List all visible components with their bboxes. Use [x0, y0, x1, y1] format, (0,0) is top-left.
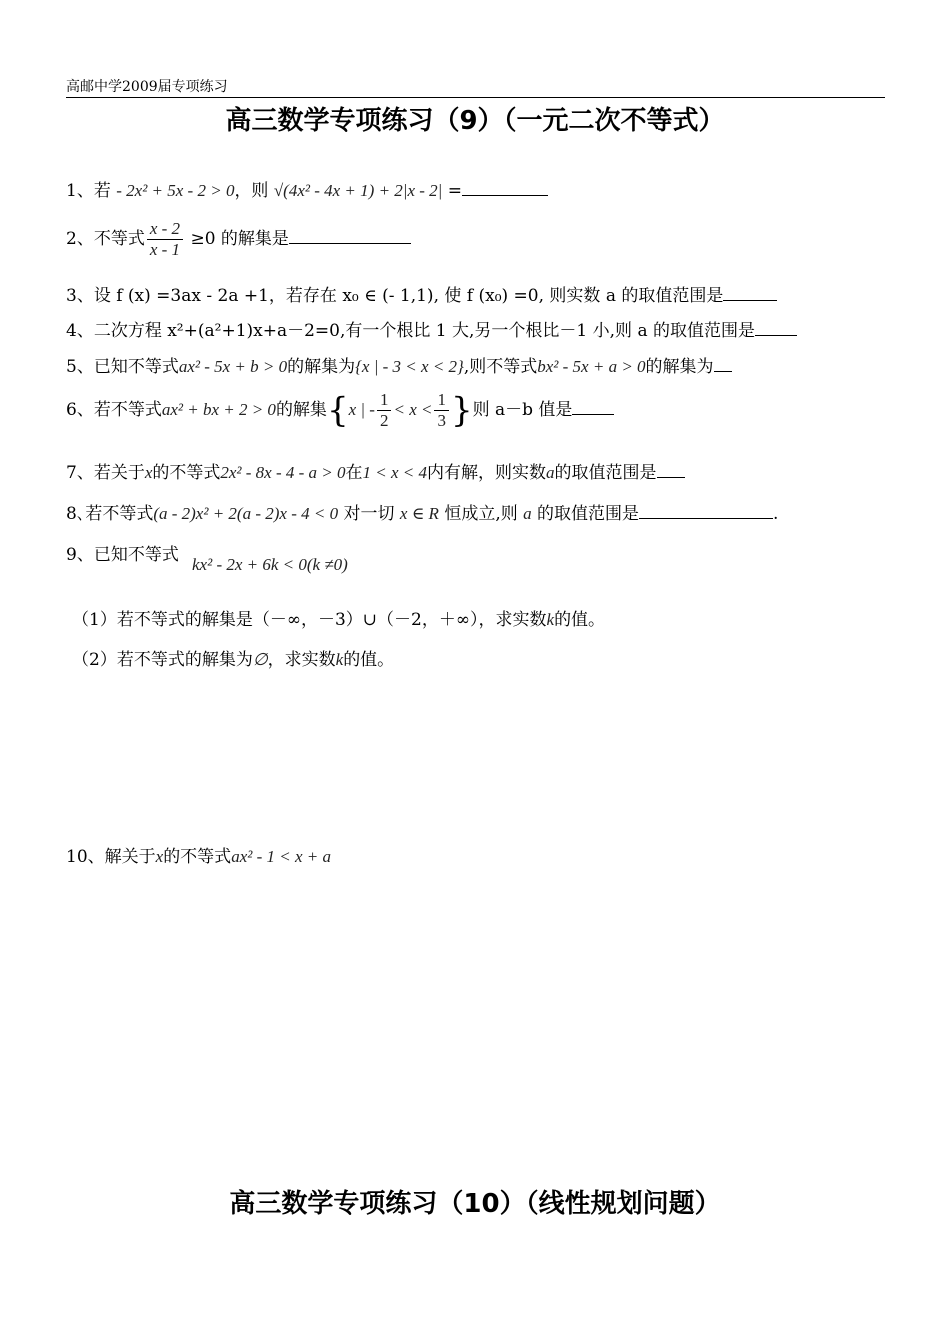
- q8-post: 的取值范围是: [531, 504, 640, 524]
- q1-mid: ，则: [234, 181, 274, 201]
- q9-sub1-text: （1）若不等式的解集是（－∞，－3）∪（－2，＋∞），求实数: [72, 610, 547, 630]
- q6-less-than: < x <: [393, 400, 433, 419]
- q5-solution-set: {x | - 3 < x < 2}: [355, 357, 464, 376]
- q9-sub2-text: （2）若不等式的解集为: [72, 650, 253, 670]
- question-9: [66, 540, 179, 565]
- q9-inequality: kx² - 2x + 6k < 0(k ≠0): [192, 555, 348, 574]
- question-5: [66, 352, 732, 377]
- q10-inequality: ax² - 1 < x + a: [231, 847, 331, 866]
- question-1: [66, 176, 548, 201]
- q2-post: ≥0 的解集是: [185, 229, 289, 249]
- question-2: [66, 219, 411, 260]
- q6-fraction-2: [434, 390, 449, 431]
- q9-sub2-var: k: [335, 650, 344, 669]
- q1-prefix: 1、若: [66, 181, 117, 201]
- q7-inequality: 2x² - 8x - 4 - a > 0: [220, 463, 346, 482]
- q3-text: 3、设 f (x) =3ax - 2a +1，若存在 x₀ ∈ (- 1,1), 使 f (x₀) =0, 则实数 a 的取值范围是: [66, 286, 724, 306]
- q8-end: .: [773, 504, 779, 524]
- q6-inequality: ax² + bx + 2 > 0: [161, 400, 276, 419]
- q8-mid2: 恒成立,则: [438, 504, 524, 524]
- q8-condition: x ∈ R: [399, 504, 439, 523]
- q10-mid: 的不等式: [163, 847, 232, 867]
- q7-mid: 的不等式: [152, 463, 221, 483]
- q9-prefix: 9、已知不等式: [66, 545, 179, 565]
- q7-prefix: 7、若关于: [66, 463, 145, 483]
- question-7: [66, 458, 685, 483]
- q5-mid2: ,则不等式: [463, 357, 538, 377]
- q5-prefix: 5、已知不等式: [66, 357, 179, 377]
- q1-condition: - 2x² + 5x - 2 > 0: [116, 181, 235, 200]
- q7-mid2: 在: [345, 463, 363, 483]
- answer-blank[interactable]: [714, 355, 732, 372]
- q6-f1-num: 1: [377, 390, 392, 411]
- q7-var: x: [144, 463, 153, 482]
- q9-sub2-mid: ，求实数: [267, 650, 336, 670]
- q1-equals: =: [442, 181, 462, 201]
- question-8: [66, 499, 778, 524]
- q8-var: a: [523, 504, 532, 523]
- question-9-part-1: [72, 605, 605, 630]
- q9-sub1-post: 的值。: [554, 610, 606, 630]
- header-rule: [66, 97, 885, 98]
- q7-post: 内有解，则实数: [427, 463, 547, 483]
- question-6: [66, 390, 614, 431]
- answer-blank[interactable]: [289, 227, 411, 244]
- q7-range: 1 < x < 4: [362, 463, 428, 482]
- q5-post: 的解集为: [645, 357, 714, 377]
- q6-post: 则 a－b 值是: [472, 400, 573, 420]
- q6-f1-den: 2: [379, 411, 389, 430]
- question-3: [66, 281, 777, 306]
- left-brace-icon: {: [326, 390, 349, 431]
- q6-fraction-1: [377, 390, 392, 431]
- answer-blank[interactable]: [657, 461, 685, 478]
- q6-f2-num: 1: [434, 390, 449, 411]
- answer-blank[interactable]: [755, 319, 797, 336]
- q5-mid: 的解集为: [287, 357, 356, 377]
- q5-inequality-2: bx² - 5x + a > 0: [537, 357, 646, 376]
- q1-expression: √(4x² - 4x + 1) + 2|x - 2|: [273, 181, 443, 200]
- q8-inequality: (a - 2)x² + 2(a - 2)x - 4 < 0: [153, 504, 339, 523]
- question-10: [66, 842, 331, 867]
- page-header: 高邮中学2009届专项练习: [66, 79, 228, 95]
- q7-var2: a: [546, 463, 555, 482]
- question-4: [66, 316, 797, 341]
- exercise-title-10: 高三数学专项练习（10）（线性规划问题）: [229, 1189, 721, 1219]
- q2-fraction: [147, 219, 183, 260]
- q5-inequality-1: ax² - 5x + b > 0: [178, 357, 288, 376]
- empty-set-icon: ∅: [252, 650, 268, 669]
- q6-mid: 的解集: [275, 400, 327, 420]
- q9-sub1-var: k: [546, 610, 555, 629]
- q2-denominator: x - 1: [149, 240, 181, 259]
- q4-text: 4、二次方程 x²+(a²+1)x+a－2=0,有一个根比 1 大,另一个根比－1 小,则 a 的取值范围是: [66, 321, 755, 341]
- answer-blank[interactable]: [572, 398, 614, 415]
- q2-prefix: 2、不等式: [66, 229, 145, 249]
- right-brace-icon: }: [450, 390, 473, 431]
- q7-post2: 的取值范围是: [554, 463, 657, 483]
- q8-prefix: 8､若不等式: [66, 504, 154, 524]
- q6-set-var: x | -: [348, 400, 375, 419]
- q10-prefix: 10、解关于: [66, 847, 156, 867]
- q9-sub2-post: 的值。: [343, 650, 395, 670]
- answer-blank[interactable]: [462, 179, 548, 196]
- q2-numerator: x - 2: [147, 219, 183, 240]
- exercise-title-9: 高三数学专项练习（9）（一元二次不等式）: [225, 106, 725, 136]
- q10-var: x: [155, 847, 164, 866]
- q6-prefix: 6、若不等式: [66, 400, 162, 420]
- answer-blank[interactable]: [723, 284, 777, 301]
- answer-blank[interactable]: [639, 502, 773, 519]
- question-9-part-2: [72, 645, 394, 670]
- q8-mid: 对一切: [338, 504, 400, 524]
- q6-f2-den: 3: [437, 411, 446, 430]
